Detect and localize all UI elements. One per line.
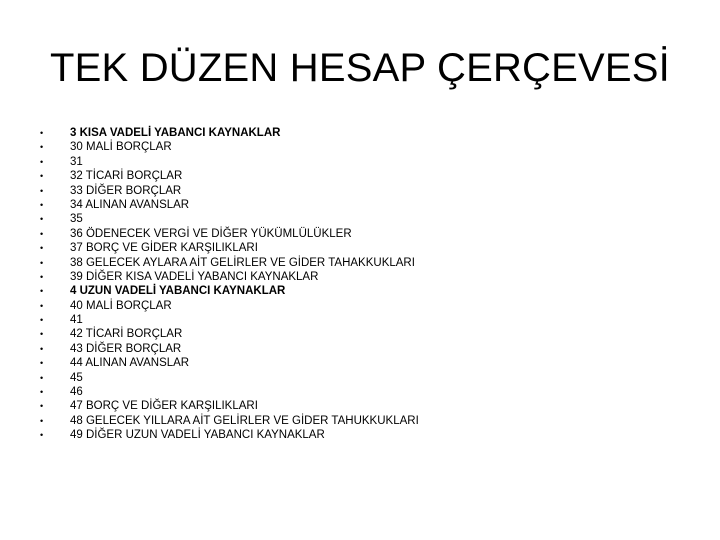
list-item bbox=[40, 241, 700, 255]
list-item bbox=[40, 342, 700, 356]
list-item bbox=[40, 184, 700, 198]
list-item bbox=[40, 227, 700, 241]
account-label: 41 bbox=[70, 314, 83, 327]
list-item bbox=[40, 212, 700, 226]
bullet-icon: • bbox=[40, 329, 44, 340]
account-label: 39 DİĞER KISA VADELİ YABANCI KAYNAKLAR bbox=[70, 270, 319, 283]
bullet-icon: • bbox=[40, 387, 44, 398]
account-label: 32 TİCARİ BORÇLAR bbox=[70, 170, 183, 183]
list-item bbox=[40, 198, 700, 212]
account-label: 44 ALINAN AVANSLAR bbox=[70, 357, 190, 370]
list-item bbox=[40, 126, 700, 140]
bullet-icon: • bbox=[40, 257, 44, 268]
list-item bbox=[40, 414, 700, 428]
list-item bbox=[40, 299, 700, 313]
list-item bbox=[40, 140, 700, 154]
account-label: 34 ALINAN AVANSLAR bbox=[70, 198, 190, 211]
list-item bbox=[40, 399, 700, 413]
bullet-icon: • bbox=[40, 243, 44, 254]
account-label: 42 TİCARİ BORÇLAR bbox=[70, 328, 183, 341]
list-item bbox=[40, 313, 700, 327]
list-item bbox=[40, 356, 700, 370]
bullet-icon: • bbox=[40, 401, 44, 412]
account-label: 47 BORÇ VE DİĞER KARŞILIKLARI bbox=[70, 400, 258, 413]
slide-title: TEK DÜZEN HESAP ÇERÇEVESİ bbox=[50, 46, 670, 90]
bullet-icon: • bbox=[40, 343, 44, 354]
list-item bbox=[40, 284, 700, 298]
bullet-icon: • bbox=[40, 372, 44, 383]
account-label: 38 GELECEK AYLARA AİT GELİRLER VE GİDER TAHAKKUKLARI bbox=[70, 256, 415, 269]
account-group-heading: 3 KISA VADELİ YABANCI KAYNAKLAR bbox=[70, 127, 281, 139]
list-item bbox=[40, 256, 700, 270]
account-label: 40 MALİ BORÇLAR bbox=[70, 299, 172, 312]
bullet-icon: • bbox=[40, 185, 44, 196]
bullet-icon: • bbox=[40, 286, 44, 297]
list-item bbox=[40, 327, 700, 341]
account-label: 45 bbox=[70, 371, 83, 384]
list-item bbox=[40, 385, 700, 399]
bullet-icon: • bbox=[40, 271, 44, 282]
list-item bbox=[40, 169, 700, 183]
bullet-icon: • bbox=[40, 199, 44, 210]
bullet-icon: • bbox=[40, 156, 44, 167]
list-item bbox=[40, 428, 700, 442]
bullet-icon: • bbox=[40, 358, 44, 369]
account-label: 33 DİĞER BORÇLAR bbox=[70, 184, 182, 197]
account-label: 43 DİĞER BORÇLAR bbox=[70, 342, 182, 355]
bullet-icon: • bbox=[40, 142, 44, 153]
account-label: 46 bbox=[70, 386, 83, 399]
account-label: 49 DİĞER UZUN VADELİ YABANCI KAYNAKLAR bbox=[70, 429, 325, 442]
bullet-icon: • bbox=[40, 315, 44, 326]
bullet-icon: • bbox=[40, 171, 44, 182]
bullet-icon: • bbox=[40, 430, 44, 441]
account-group-heading: 4 UZUN VADELİ YABANCI KAYNAKLAR bbox=[70, 285, 286, 298]
bullet-icon: • bbox=[40, 415, 44, 426]
list-item bbox=[40, 155, 700, 169]
account-label: 35 bbox=[70, 213, 83, 226]
list-item bbox=[40, 270, 700, 284]
account-label: 48 GELECEK YILLARA AİT GELİRLER VE GİDER TAHUKKUKLARI bbox=[70, 414, 419, 427]
account-label: 37 BORÇ VE GİDER KARŞILIKLARI bbox=[70, 242, 258, 255]
account-list bbox=[40, 126, 700, 443]
account-label: 30 MALİ BORÇLAR bbox=[70, 141, 172, 154]
bullet-icon: • bbox=[40, 300, 44, 311]
account-label: 31 bbox=[70, 155, 83, 168]
bullet-icon: • bbox=[40, 128, 44, 138]
list-item bbox=[40, 371, 700, 385]
bullet-icon: • bbox=[40, 228, 44, 239]
account-label: 36 ÖDENECEK VERGİ VE DİĞER YÜKÜMLÜLÜKLER bbox=[70, 227, 352, 240]
bullet-icon: • bbox=[40, 214, 44, 225]
